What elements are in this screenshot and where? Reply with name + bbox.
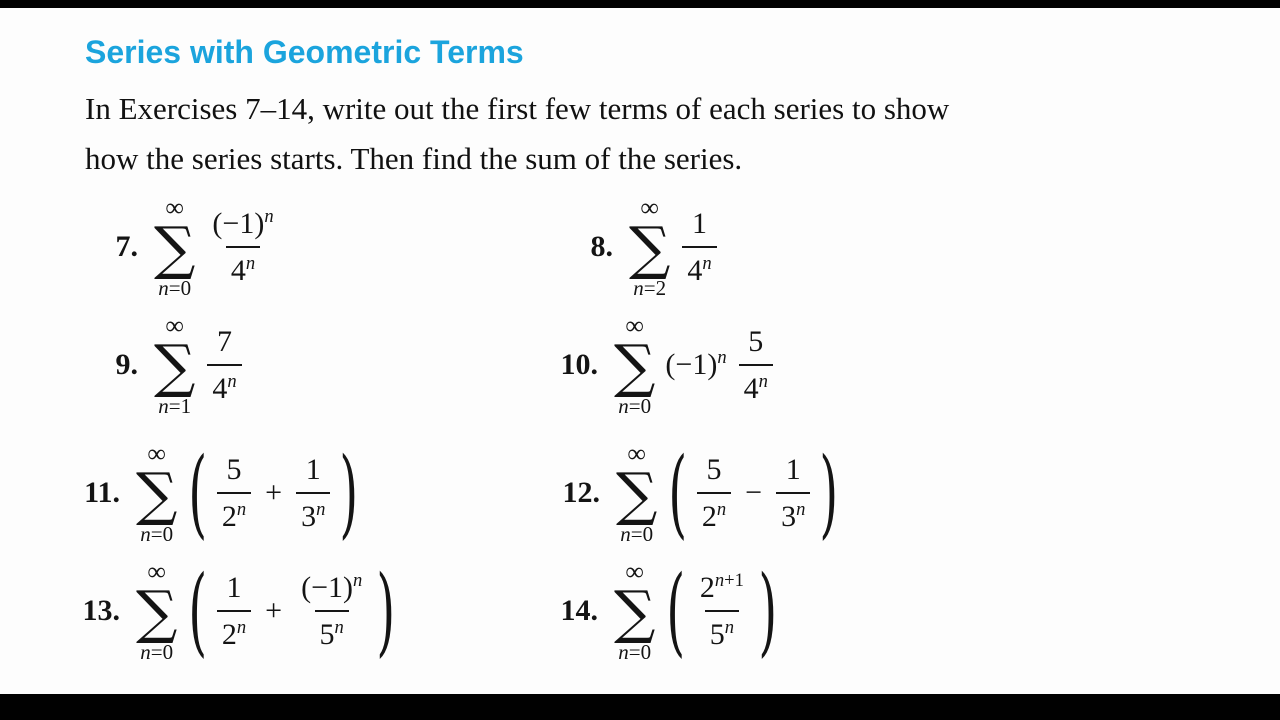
sum-lower-limit: n=0 — [618, 394, 652, 419]
sum-upper-limit: ∞ — [147, 556, 166, 586]
sum-upper-limit: ∞ — [627, 438, 646, 468]
fraction-denominator: 2$^n$ — [697, 492, 731, 534]
operator: − — [745, 476, 763, 509]
summation-symbol — [154, 310, 196, 419]
fraction — [682, 207, 716, 288]
exercise-number: 10. — [560, 348, 598, 381]
exercise-number: 7. — [115, 230, 138, 263]
sum-lower-limit: n=0 — [618, 640, 652, 665]
sum-lower-limit: n=2 — [633, 276, 667, 301]
fraction-numerator: $2^{n+1}$ — [699, 569, 744, 604]
summation-symbol — [629, 192, 671, 301]
exercise-9 — [80, 306, 242, 424]
instructions-line-2: how the series starts. Then find the sum of the series. — [85, 141, 743, 176]
fraction — [296, 571, 367, 652]
fraction-denominator: 4$^n$ — [207, 364, 241, 406]
instructions-line-1: In Exercises 7–14, write out the first few terms of each series to show — [85, 91, 950, 126]
instructions-paragraph — [85, 84, 1085, 184]
summation-symbol — [614, 556, 656, 665]
exercise-14: 14. ∞ ∑ n=0 ( $\frac{2^{n+1}}{5^n}$ ) — [540, 550, 776, 672]
fraction-numerator: 1 — [226, 570, 242, 604]
sum-upper-limit: ∞ — [165, 310, 184, 340]
sigma-icon: ∑ — [154, 331, 196, 400]
fraction-numerator: 5 — [706, 452, 722, 486]
sum-lower-limit: n=1 — [158, 394, 192, 419]
exercise-number: 13. — [82, 594, 120, 627]
fraction — [695, 571, 749, 652]
fraction-numerator: 5 — [226, 452, 242, 486]
fraction-denominator: 4$^n$ — [682, 246, 716, 288]
fraction — [776, 453, 810, 534]
sum-upper-limit: ∞ — [625, 310, 644, 340]
fraction-denominator: 5$^n$ — [705, 610, 739, 652]
exercise-13: 13. ∞ ∑ n=0 ( $\frac{1}{2^n}$ + $\frac{(-1)^n}{5^n}$ ) — [62, 550, 395, 672]
fraction — [296, 453, 330, 534]
sigma-icon: ∑ — [136, 577, 178, 646]
fraction — [739, 325, 773, 406]
fraction-denominator: 3$^n$ — [296, 492, 330, 534]
letterbox-bottom-bar — [0, 694, 1280, 720]
sigma-icon: ∑ — [154, 213, 196, 282]
operator: + — [265, 594, 283, 627]
fraction-denominator: 4$^n$ — [226, 246, 260, 288]
fraction — [217, 453, 251, 534]
sum-upper-limit: ∞ — [640, 192, 659, 222]
exercise-number: 12. — [562, 476, 600, 509]
fraction-denominator: 2$^n$ — [217, 492, 251, 534]
exercise-number: 8. — [590, 230, 613, 263]
exercise-7 — [80, 188, 279, 306]
exercise-number: 14. — [560, 594, 598, 627]
fraction — [207, 207, 278, 288]
sum-lower-limit: n=0 — [140, 640, 174, 665]
sum-lower-limit: n=0 — [158, 276, 192, 301]
textbook-page — [0, 8, 1280, 694]
summation-symbol — [616, 438, 658, 547]
fraction-numerator: 1 — [785, 452, 801, 486]
exercise-11: 11. ∞ ∑ n=0 ( $\frac{5}{2^n}$ + $\frac{1}{3^n}$ ) — [62, 432, 358, 554]
summation-symbol — [154, 192, 196, 301]
sum-lower-limit: n=0 — [140, 522, 174, 547]
fraction-denominator: 4$^n$ — [739, 364, 773, 406]
fraction-numerator: $(-1)^n$ — [212, 205, 274, 240]
fraction-denominator: 2$^n$ — [217, 610, 251, 652]
sum-upper-limit: ∞ — [147, 438, 166, 468]
fraction-numerator: 1 — [305, 452, 321, 486]
sum-upper-limit: ∞ — [165, 192, 184, 222]
section-title: Series with Geometric Terms — [85, 34, 524, 70]
sigma-icon: ∑ — [136, 459, 178, 528]
exercise-12: 12. ∞ ∑ n=0 ( $\frac{5}{2^n}$ − $\frac{1}{3^n}$ ) — [542, 432, 838, 554]
letterbox-top-bar — [0, 0, 1280, 8]
fraction-denominator: 3$^n$ — [776, 492, 810, 534]
summation-symbol — [136, 556, 178, 665]
math-term: $(-1)^n$ — [665, 347, 727, 381]
sigma-icon: ∑ — [614, 331, 656, 400]
operator: + — [265, 476, 283, 509]
sigma-icon: ∑ — [629, 213, 671, 282]
fraction-numerator: 1 — [692, 206, 708, 240]
summation-symbol — [136, 438, 178, 547]
fraction-denominator: 5$^n$ — [315, 610, 349, 652]
sum-upper-limit: ∞ — [625, 556, 644, 586]
exercise-number: 9. — [115, 348, 138, 381]
fraction — [217, 571, 251, 652]
exercise-8 — [555, 188, 717, 306]
fraction-numerator: 7 — [217, 324, 233, 358]
exercise-10 — [540, 306, 773, 424]
sum-lower-limit: n=0 — [620, 522, 654, 547]
fraction — [207, 325, 241, 406]
sigma-icon: ∑ — [616, 459, 658, 528]
summation-symbol — [614, 310, 656, 419]
fraction-numerator: 5 — [748, 324, 764, 358]
fraction — [697, 453, 731, 534]
fraction-numerator: $(-1)^n$ — [301, 569, 363, 604]
exercise-number: 11. — [84, 476, 120, 509]
sigma-icon: ∑ — [614, 577, 656, 646]
